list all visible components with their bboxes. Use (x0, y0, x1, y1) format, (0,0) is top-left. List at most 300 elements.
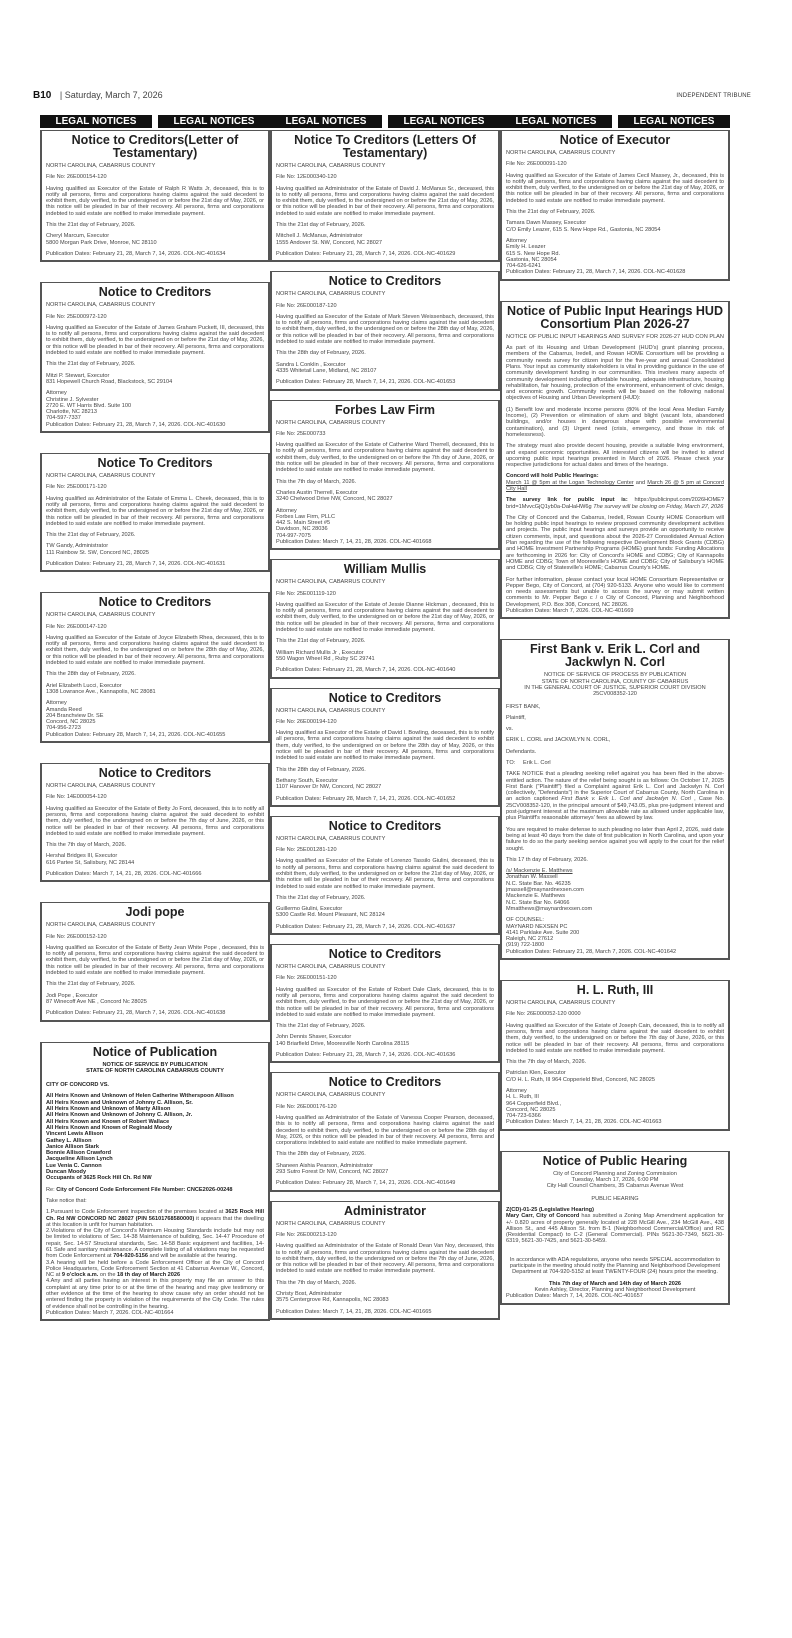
signer-block (46, 543, 264, 556)
spacer (40, 433, 270, 453)
signer-line: 550 Wagon Wheel Rd , Ruby SC 29741 (276, 655, 375, 662)
defendant-name: All Heirs Known and Unknown of Johnny C. Allison, Sr. (46, 1099, 193, 1106)
signer-line: 3575 Centergrove Rd, Kannapolis, NC 28083 (276, 1297, 389, 1304)
attorney-line: 704-723-6366 (506, 1113, 541, 1120)
legal-notices-label: LEGAL NOTICES (388, 115, 500, 128)
notice-title: Notice to Creditors (98, 766, 212, 781)
addressee: TO: Erik L. Corl (506, 760, 551, 766)
signer-block (276, 362, 494, 375)
estate-notice (270, 944, 500, 1063)
ada-statement: In accordance with ADA regulations, anyone who needs SPECIAL accommodation to participate in the meeting should notify the Planning and Neighborhood Development Department at 704-920-5152 at least TWENTY-FOUR (24) hours prior the meeting. (509, 1256, 721, 1276)
spacer (270, 1192, 500, 1201)
county-line: NORTH CAROLINA, CABARRUS COUNTY (276, 419, 386, 426)
signer-line: William Richard Mullis Jr , Executor (276, 649, 364, 656)
dated-line: This the 7th day of March, 2026. (46, 842, 127, 849)
defendant-name: All Heirs Known and Known of Robert Wallace (46, 1118, 170, 1125)
signer-block (276, 490, 494, 503)
attorney-block (506, 238, 724, 269)
signer-line: 1107 Hanover Dr NW, Concord, NC 28027 (276, 784, 382, 791)
notice-body: Having qualified as Executor of the Estate of James Graham Puckett, III, deceased, this is to notify all persons, firms and corporations having claims against the said decedent to exhibit them, duly verified, to the undersigned on or before the 21st day of May, 2026, or this notice will be pleaded in bar of their recovery. All persons, firms and corporations indebted to said estate are notified to make immediate payment. (46, 324, 264, 357)
legal-notices-label: LEGAL NOTICES (40, 115, 152, 128)
file-number: File No: 25E000972-120 (46, 313, 107, 320)
hud-hearings-notice (500, 301, 730, 620)
legal-notices-label: LEGAL NOTICES (270, 115, 382, 128)
publication-name: INDEPENDENT TRIBUNE (676, 93, 751, 99)
estate-notice (270, 688, 500, 807)
attorney-line: Attorney (46, 700, 67, 707)
section-banner (500, 115, 730, 128)
signer-line: 831 Hopewell Church Road, Blackstock, SC 29104 (46, 378, 173, 385)
county-line: NORTH CAROLINA, CABARRUS COUNTY (46, 163, 156, 169)
subtitle-line: City of Concord Planning and Zoning Commission (553, 1170, 677, 1177)
signer-block (46, 373, 264, 386)
notice-title: H. L. Ruth, III (576, 983, 654, 998)
county-line: NORTH CAROLINA, CABARRUS COUNTY (276, 707, 386, 714)
county-line: NORTH CAROLINA, CABARRUS COUNTY (276, 1220, 386, 1227)
column-2 (270, 115, 500, 1329)
file-number: File No: 26E000176-120 (276, 1103, 337, 1110)
signer-block (506, 220, 724, 233)
paragraph: The strategy must also provide decent housing, provide a suitable living environment, and expand economic opportunities. All interested citizens will be invited to attend upcoming public input hearings presented in March of 2026. Please check your respective jurisdictions for actual dates and times of the hearings. (506, 443, 724, 469)
publication-dates: Publication Dates: February 21, 28, March 7, 14, 2026. COL-NC-401630 (46, 421, 226, 428)
signer-line: Christy Bost, Administrator (276, 1290, 342, 1297)
notice-title: Notice to Creditors (328, 274, 442, 289)
notice-title: William Mullis (343, 562, 427, 577)
file-number: File No: 26E000194-120 (276, 718, 337, 725)
subtitle-line: 25CV008352-120 (593, 691, 637, 698)
signer-line: 4335 Whitetail Lane, Midland, NC 28107 (276, 367, 377, 374)
defendant-name: Gathey L. Allison (46, 1137, 92, 1144)
public-hearing-notice (500, 1151, 730, 1305)
estate-notice (270, 130, 500, 262)
attorney-block (276, 508, 494, 539)
notice-title: Notice to Creditors (328, 690, 442, 705)
attorney-line: Attorney (276, 507, 297, 514)
notice-body: Having qualified as Administrator of the Estate of David J. McManus Sr., deceased, this is to notify all persons, firms and corporations having claims against the said decedent to exhibit them, duly verified, to the undersigned on or before the 21st day of May, 2026, or this notice will be pleaded in bar of their recovery. All persons, firms and corporations indebted to said estate are notified to make immediate payment. (276, 185, 494, 217)
notice-title: Notice To Creditors (97, 456, 213, 471)
attorney-line: Concord, NC 28025 (46, 719, 96, 726)
spacer (40, 572, 270, 592)
attorney-line: Charlotte, NC 28213 (46, 409, 97, 416)
file-number: File No: 14E000054-120 (46, 794, 107, 801)
attorney-line: Christine J. Sylvester (46, 396, 99, 403)
spacer (270, 679, 500, 688)
signer-line: Hershal Bridges III, Executor (46, 853, 118, 860)
notice-title: Notice to Creditors (328, 947, 442, 962)
attorney-block (46, 700, 264, 731)
defendants-list (46, 1093, 264, 1181)
attorney-line: 442 S. Main Street #5 (276, 520, 331, 527)
attorney-block (46, 390, 264, 421)
dated-line: This the 21st day of February, 2026. (46, 532, 136, 539)
signer-line: C/O Emily Leazer, 615 S. New Hope Rd., Gastonia, NC 28054 (506, 226, 661, 233)
defendant-name: All Heirs Known and Known of Reginald Moody (46, 1124, 173, 1131)
notice-subtitle (506, 672, 724, 697)
signer-line: Tamara Dawn Massey, Executor (506, 220, 587, 227)
issue-date: | Saturday, March 7, 2026 (59, 90, 163, 100)
signer-block (276, 233, 494, 246)
attorney-line: Attorney (506, 1087, 527, 1094)
signer-line: 87 Winecoff Ave NE , Concord Nc 28025 (46, 998, 147, 1005)
counsel-line: MAYNARD NEXSEN PC (506, 923, 568, 930)
attorney-line: N.C. State Bar No. 64066 (506, 899, 570, 906)
attorney-line: Attorney (46, 390, 67, 397)
signer-block (506, 1070, 724, 1083)
notice-title: Notice of Public Input Hearings HUD Consortium Plan 2026-27 (507, 303, 723, 331)
dated-line: This the 21st day of February, 2026. (276, 1023, 366, 1030)
paragraph: (1) Benefit low and moderate income persons (80% of the local Area Median Family Income), (2) Prevention or elimination of slum and blight (vacant lots, abandoned buildings, and/or houses in dangerous shape with possible environmental contamination), and (3) Urgent need (crisis, emergency, and those in risk of homelessness). (506, 406, 724, 438)
column-3 (500, 115, 730, 1305)
subtitle-line: Tuesday, March 17, 2026, 6:00 PM (571, 1177, 659, 1184)
spacer (270, 807, 500, 816)
publication-dates: Publication Dates: February 21, 28, March 7, 14, 2026. COL-NC-401636 (276, 1052, 456, 1059)
dated-line: This the 21st day of February, 2026. (276, 638, 366, 645)
spacer (40, 1022, 270, 1042)
defendant-name: Occupants of 3625 Rock Hill Ch. Rd NW (46, 1175, 152, 1182)
paragraph: TAKE NOTICE that a pleading seeking relief against you has been filed in the above-entitled action. The nature of the relief being sought is as follows: On October 17, 2025 First Bank ("Plaintiff") filed a Complaint against Erik L. Corl and Jackwlyn N. Corl (collectively, "Defendants") in the Superior Court of Cabarrus County, North Carolina in an action captioned First Bank v. Erik L. Corl and Jackwlyn N. Corl , Case No. 25CV008352-120, in the principal amount of $49,743.05, plus pre-judgment interest and post-judgment interest at the maximum allowable rate as allowed under applicable law, plus Plaintiff's reasonable attorneys' fees as allowed by law. (506, 771, 724, 822)
notice-body: Having qualified as Executor of the Estate of James Cecil Massey, Jr., deceased, this is to notify all persons, firms and corporations having claims against the said decedent to exhibit them, duly verified, to the undersigned on or before the 21st day of May, 2026, or this notice will be pleaded in bar of their recovery. All persons, firms and corporations indebted to said estate are notified to make immediate payment. (506, 172, 724, 204)
defendant-name: All Heirs Known and Unknown of Johnny C. Allison, Jr. (46, 1112, 193, 1119)
signer-line: Cheryl Marcum, Executor (46, 233, 110, 240)
county-line: NORTH CAROLINA, CABARRUS COUNTY (46, 612, 156, 619)
notice-body: Having qualified as Executor of the Estate of Robert Dale Clark, deceased, this is to notify all persons, firms and corporations having claims against the said decedent to exhibit them, duly verified, to the undersigned on or before the 21st day of May, 2026, or this notice will be pleaded in bar of their recovery. All persons, firms and corporations indebted to said estate are notified to make immediate payment. (276, 986, 494, 1018)
county-line: NORTH CAROLINA, CABARRUS COUNTY (276, 1092, 386, 1099)
estate-notice (40, 592, 270, 743)
dated-line: This the 21st day of February, 2026. (276, 894, 366, 901)
notice-title: Notice to Creditors (328, 818, 442, 833)
file-number: File No: 26E000151-120 (276, 975, 337, 982)
subtitle-line: IN THE GENERAL COURT OF JUSTICE, SUPERIOR COURT DIVISION (524, 684, 706, 691)
dated-line: This the 21st day of February, 2026. (46, 981, 136, 988)
notice-subtitle (506, 1171, 724, 1190)
survey-link[interactable]: https://publicinput.com/2026HOME?brid=1MvvcGjQ1yb0a-DaHaHW6g (506, 497, 724, 510)
publication-dates: Publication Dates: February 21, 28, March 7, 14, 2026. COL-NC-401629 (276, 250, 456, 257)
signer-block (276, 1291, 494, 1304)
publication-dates: Publication Dates: February 28, March 7, 14, 21, 2026. COL-NC-401653 (276, 379, 456, 386)
attorney-line: Forbes Law Firm, PLLC (276, 513, 336, 520)
defendant-name: Jacqueline Allison Lynch (46, 1156, 113, 1163)
notice-title: Notice To Creditors (Letters Of Testamentary) (294, 133, 476, 160)
county-line: NORTH CAROLINA, CABARRUS COUNTY (506, 1000, 616, 1007)
notice-body: Having qualified as Executor of the Estate of David I. Bowling, deceased, this is to notify all persons, firms and corporations having claims against the said decedent to exhibit them, duly verified, to the undersigned on or before the 28th day of May, 2026, or this notice will be pleaded in bar of their recovery. All persons, firms and corporations indebted to said estate are notified to make immediate payment. (276, 730, 494, 762)
dated-line: This the 28th day of February, 2026. (276, 350, 366, 357)
attorney-line: 704-956-2723 (46, 725, 81, 732)
spacer (40, 743, 270, 763)
publication-dates: Publication Dates: March 7, 2026. COL-NC-401669 (506, 608, 634, 615)
signer-block (46, 993, 264, 1006)
publication-dates: Publication Dates: March 7, 14, 21, 28, 2026. COL-NC-401663 (506, 1119, 662, 1126)
signer-line: 293 Sutro Forest Dr NW, Concord, NC 28027 (276, 1169, 389, 1176)
publication-dates: Publication Dates: March 7, 14, 21, 28, 2026. COL-NC-401665 (276, 1308, 432, 1315)
versus: vs. (506, 726, 514, 733)
counsel-line: Raleigh, NC 27612 (506, 936, 554, 943)
notice-title: Jodi pope (125, 905, 185, 920)
notice-subtitle: NOTICE OF SERVICE BY PUBLICATION (102, 1061, 208, 1068)
county-line: NORTH CAROLINA, CABARRUS COUNTY (46, 302, 156, 309)
notice-title: Administrator (344, 1203, 426, 1218)
notice-title: Notice of Executor (559, 133, 671, 147)
estate-notice (40, 902, 270, 1021)
notice-body: Having qualified as Executor of the Estate of Jessie Dianne Hickman , deceased, this is to notify all persons, firms and corporations having claims against the said decedent to exhibit them, duly verified, to the undersigned on or before the 21st day of May, 2026, or this notice will be pleaded in bar of their recovery. All persons, firms and corporations indebted to said estate are notified to make immediate payment. (276, 601, 494, 634)
dated-line: This the 21st day of February, 2026. (46, 222, 136, 229)
case-caption: CITY OF CONCORD VS. (46, 1082, 109, 1089)
counsel-line: OF COUNSEL: (506, 917, 544, 924)
column-1 (40, 115, 270, 1321)
publication-dates: Publication Dates: February 21, 28, March 7, 14, 2026. COL-NC-401637 (276, 923, 456, 930)
subtitle-line: NOTICE OF SERVICE OF PROCESS BY PUBLICATION (543, 672, 687, 679)
paragraph: The City of Concord and the Cabarrus, Iredell, Rowan County HOME Consortium will be holding public input hearings to review proposed community development activities and projects. The public input hearings and surveys provide an opportunity to receive citizen comments, input, and questions about the 2026-27 Consolidated Annual Action Plan regarding the use of the following respective Development Block Grants (CDBG) and HOME Investment Partnership Programs (HOME) grant funds: Funding Allocations are forthcoming in 2026 for: City of Concord's HOME and CDBG; City of Kannapolis HOME and CDBG; Town of Mooresville's HOME and CDBG; City of Salisbury's HOME and CDBG; City of Statesville's HOME; Cabarrus County's HOME. (506, 514, 724, 572)
file-number: File No: 25E001281-120 (276, 847, 337, 854)
notice-body: Having qualified as Executor of the Estate of Catherine Ward Therrell, deceased, this is to notify all persons, firms and corporations having claims against the said decedent to exhibit them, duly verified, to the undersigned on or before the 7th day of June, 2026, or this notice will be pleaded in bar of their recovery. All persons, firms and corporations indebted to said estate are notified to make immediate payment. (276, 442, 494, 474)
attorney-line: 615 S. New Hope Rd. (506, 250, 561, 257)
county-line: NORTH CAROLINA, CABARRUS COUNTY (46, 783, 156, 790)
notice-title: Notice of Public Hearing (542, 1153, 688, 1168)
signer-line: 140 Briarfield Drive, Mooresville North Carolina 28115 (276, 1040, 410, 1047)
publication-dates: Publication Dates: February 28, March 7, 14, 21, 2026. COL-NC-401649 (276, 1180, 456, 1187)
notice-title: Notice to Creditors (328, 1075, 442, 1090)
signer-line: Bethany South, Executor (276, 777, 338, 784)
page-header (33, 90, 759, 104)
section-banner (40, 115, 270, 128)
attorney-line: H. L. Ruth, III (506, 1094, 539, 1101)
signer-line: Mitzi P. Stewart, Executor (46, 372, 110, 379)
file-number: File No: 25E001119-120 (276, 590, 336, 597)
notice-title: Notice to Creditors(Letter of Testamentary) (71, 133, 239, 160)
notice-body: Having qualified as Executor of the Estate of Lorenzo Tassilo Giulini, deceased, this is to notify all persons, firms and corporations having claims against the said decedent to exhibit them, duly verified, to the undersigned on or before the 21st day of May, 2026, or this notice will be pleaded in bar of their recovery. All persons, firms and corporations indebted to said estate are notified to make immediate payment. (276, 858, 494, 890)
attorney-line: 704-597-7337 (46, 415, 81, 422)
page-number: B10 (33, 90, 52, 101)
spacer (40, 882, 270, 902)
paragraph-1: 1.Pursuant to Code Enforcement inspection of the premises located at 3625 Rock Hill Ch. Rd NW CONCORD NC 28027 (PIN 56101768580000) it appears that the dwelling at this location is unfit for human habitation. (46, 1209, 264, 1228)
paragraph: You are required to make defense to such pleading no later than April 2, 2026, said date being at least 40 days from the date of first publication in North Carolina, and upon your failure to do so the party seeking service against you will apply to the court for the relief sought. (506, 826, 724, 852)
estate-notice (270, 1201, 500, 1320)
signer-line: C/O H. L. Ruth, III 964 Copperield Blvd, Concord, NC 28025 (506, 1076, 655, 1083)
estate-notice (270, 1072, 500, 1191)
dated-line: This the 28th day of February, 2026. (276, 1151, 366, 1158)
signer-line: 111 Rainbow St. SW, Concord NC, 28025 (46, 549, 150, 556)
defendant-name: Duncan Moody (46, 1169, 87, 1176)
signer-line: Mitchell J. McManus, Administrator (276, 233, 363, 240)
legal-notices-label: LEGAL NOTICES (618, 115, 730, 128)
defendant-name: All Heirs Known and Unknown of Helen Catherine Witherspoon Allison (46, 1093, 234, 1100)
attorney-line: Jonathan W. Massell (506, 874, 558, 881)
notice-title: First Bank v. Erik L. Corl and Jackwlyn N. Corl (530, 642, 700, 670)
subtitle-line: STATE OF NORTH CAROLINA, COUNTY OF CABARRUS (541, 678, 689, 685)
attorney-line: Gastonia, NC 28054 (506, 256, 557, 263)
publication-dates: Publication Dates: February 21, 28, March 7, 14, 2026. COL-NC-401631 (46, 560, 226, 567)
estate-notice (270, 816, 500, 935)
estate-notice (270, 271, 500, 390)
first-bank-notice (500, 639, 730, 960)
publication-dates: Publication Dates: March 7, 2026. COL-NC-401664 (46, 1309, 174, 1316)
attorney-line: Concord, NC 28025 (506, 1106, 556, 1113)
county-line: NORTH CAROLINA, CABARRUS COUNTY (276, 964, 386, 971)
publication-dates: Publication Dates: February 21, 28, March 7, 14, 2026. COL-NC-401640 (276, 667, 456, 674)
spacer (40, 262, 270, 282)
publication-dates: Publication Dates: March 7, 14, 2026. COL-NC-401657 (506, 1293, 643, 1300)
attorney-line: Mmatthews@maynardnexsen.com (506, 905, 593, 912)
notice-title: Notice to Creditors (98, 285, 212, 300)
county-line: NORTH CAROLINA, CABARRUS COUNTY (46, 473, 156, 480)
counsel-line: 4141 Parklake Ave. Suite 200 (506, 929, 580, 936)
spacer (270, 550, 500, 559)
notice-title: Forbes Law Firm (334, 402, 436, 417)
file-number: File No: 26E000052-120 0000 (506, 1011, 581, 1018)
notice-body: Having qualified as Administrator of the Estate of Ronald Dean Van Noy, deceased, this is to notify all persons, firms and corporations having claims against the said decedent to exhibit them, duly verified, to the undersigned on or before the 7th day of June, 2026, or this notice will be pleaded in bar of their recovery. All persons, firms and corporations indebted to said estate are notified to make immediate payment. (276, 1243, 494, 1275)
attorney-line: 704-997-7075 (276, 532, 311, 539)
dated-line: This the 28th day of February, 2026. (46, 671, 136, 678)
dated-line: This the 28th day of February, 2026. (276, 766, 366, 773)
signer-block (276, 1163, 494, 1176)
publication-dates: Publication Dates: February 28, March 7, 14, 21, 2026. COL-NC-401655 (46, 731, 226, 738)
notice-body: Having qualified as Executor of the Estate of Mark Steven Weissenbach, deceased, this is to notify all persons, firms and corporations having claims against the said decedent to exhibit them, duly verified, to the undersigned on or before the 28th day of May, 2026, or this notice will be pleaded in bar of their recovery. All persons, firms and corporations indebted to said estate are notified to make immediate payment. (276, 313, 494, 346)
defendant-name: Vincent Lewis Allison (46, 1131, 104, 1138)
defendant-name: Lue Venia C. Cannon (46, 1162, 102, 1169)
notice-body: Having qualified as Executor of the Estate of Betty Jo Ford, deceased, this is to notify all persons, firms and corporations having claims against the said decedent to exhibit them, duly verified, to the undersigned on or before the 7th day of June, 2026, or this notice will be pleaded in bar of their recovery. All persons, firms and corporations indebted to said estate are notified to make immediate payment. (46, 805, 264, 837)
legal-notices-label: LEGAL NOTICES (500, 115, 612, 128)
estate-notice (40, 763, 270, 882)
defendants-label: Defendants. (506, 748, 537, 755)
file-number: File No: 26E000154-120 (46, 174, 107, 181)
signer-line: 3240 Chelwood Drive NW, Concord, NC 28027 (276, 496, 393, 503)
file-number: File No: 26E000152-120 (46, 933, 107, 940)
attorney-line: 2720 E. WT Harris Blvd. Suite 100 (46, 402, 132, 409)
notice-body: Having qualified as Executor of the Estate of Joseph Cain, deceased, this is to notify all persons, firms and corporations having claims against the said decedent to exhibit them, duly verified, to the undersigned on or before the 7th day of June, 2026, or this notice will be pleaded in bar of their recovery. All persons, firms and corporations indebted to said estate are notified to make immediate payment. (506, 1022, 724, 1054)
signer: Kevin Ashley, Director, Planning and Neighborhood Development (534, 1286, 696, 1293)
attorney-line: 204 Branchview Dr. SE (46, 712, 104, 719)
signer-line: Patriclan Klen, Executor (506, 1070, 566, 1077)
estate-notice (40, 282, 270, 433)
defendant-name: All Heirs Known and Unknown of Marty Allison (46, 1106, 171, 1113)
publication-dates: Publication Dates: March 7, 14, 21, 28, 2026. COL-NC-401668 (276, 538, 432, 545)
notice-of-publication (40, 1042, 270, 1322)
signer-block (276, 650, 494, 663)
attorney-line: Mackenzie E. Matthews (506, 893, 566, 900)
signature: /s/ Mackenzie E. Matthews (506, 868, 573, 875)
plaintiff: FIRST BANK, (506, 703, 541, 710)
hearing-schedule: Concord will hold Public Hearings: March 11 @ 5pm at the Logan Technology Center and March 26 @ 5 pm at Concord City Hall (506, 473, 724, 492)
paragraph-3: 3.A hearing will be held before a Code Enforcement Officer at the City of Concord Police Headquarters, Code Enforcement Section at 41 Cabarrus Avenue W., Concord, NC at 9 o'clock a.m. on the 18 th day of March 2026 (46, 1259, 264, 1279)
signer-line: John Dennis Shaver, Executor (276, 1034, 352, 1041)
signer-line: 1555 Andover St. NW, Concord, NC 28027 (276, 239, 383, 246)
publication-dates: Publication Dates: February 28, March 7, 14, 21, 2026. COL-NC-401652 (276, 795, 456, 802)
section-banner (270, 115, 500, 128)
notice-title: Notice to Creditors (98, 595, 212, 610)
paragraph: As part of its Housing and Urban Development (HUD's) grant planning process, members of the Cabarrus, Iredell, and Rowan HOME Consortium will be providing a community needs survey for citizen input for the five-year and annual Consolidated Plans. Your input as community stakeholders is vital in providing guidance in the use of community development funding in our communities. This involves many aspects of community development including affordable housing, adequate infrastructure, housing rehabilitation, fair housing, protection of the environment, enhancement of civic design, and economic growth. Community needs will be based on the following national objectives of Housing and Urban Development (HUD): (506, 345, 724, 402)
county-line: NORTH CAROLINA, CABARRUS COUNTY (276, 579, 386, 586)
estate-notice (500, 980, 730, 1131)
paragraph: For further information, please contact your local HOME Consortium Representative or Pepper Bego, City of Concord, at (704) 920-5133. Anyone who would like to comment on needs assessments but unable to access the survey or may submit written comments to Mr. Pepper Bego c / o City of Concord, Planning and Neighborhood Development, P.O. Box 308, Concord, NC 28026. (506, 576, 724, 608)
signer-line: TW Gandy, Administrator (46, 543, 109, 550)
file-number: File No: 26E000091-120 (506, 161, 567, 168)
notice-subtitle: NOTICE OF PUBLIC INPUT HEARINGS AND SURVEY FOR 2026-27 HUD CON PLAN (506, 333, 724, 340)
estate-notice (270, 559, 500, 678)
dated-line: This the 7th day of March, 2026. (506, 1059, 587, 1066)
file-number: File No: 26E000213-120 (276, 1231, 337, 1238)
attorney-line: 964 Copperfield Blvd., (506, 1100, 562, 1107)
signer-line: 1308 Lowrance Ave., Kannapolis, NC 28081 (46, 688, 156, 695)
signer-block (46, 853, 264, 866)
signer-line: Charles Austin Therrell, Executor (276, 489, 358, 496)
signer-line: 5300 Castle Rd. Mount Pleasant, NC 28124 (276, 912, 385, 919)
estate-notice (40, 453, 270, 572)
notice-body: Having qualified as Executor of the Estate of Ralph R Watts Jr, deceased, this is to notify all persons, firms and corporations having claims against the said decedent to exhibit them, duly verified, to the undersigned on or before the 21st day of May, 2026, or this notice will be pleaded in bar of their recovery. All persons, firms and corporations indebted to said estate are notified to make immediate payment. (46, 185, 264, 217)
publication-dates: Publication Dates: February 21, 28, March 7, 14, 2026. COL-NC-401638 (46, 1010, 226, 1017)
survey-info: The survey link for public input is: https://publicinput.com/2026HOME?brid=1MvvcGjQ1yb0a-DaHaHW6g The survey will be closing on Friday, March 27, 2026 (506, 497, 724, 510)
attorney-line: Amanda Reed (46, 706, 82, 713)
notice-subtitle: STATE OF NORTH CAROLINA CABARRUS COUNTY (86, 1067, 224, 1074)
dated-line: This 7th day of March and 14th day of March 2026 (548, 1280, 682, 1287)
attorney-line: N.C. State Bar. No. 46235 (506, 880, 571, 887)
file-number: File No: 26E000187-120 (276, 302, 337, 309)
attorney-line: Emily H. Leazer (506, 244, 546, 251)
signer-block (46, 233, 264, 246)
re-line: Re: City of Concord Code Enforcement File Number: CNCE2026-00248 (46, 1186, 233, 1193)
county-line: NORTH CAROLINA, CABARRUS COUNTY (506, 150, 616, 156)
spacer (270, 262, 500, 271)
county-line: NORTH CAROLINA, CABARRUS COUNTY (276, 835, 386, 842)
publication-dates: Publication Dates: February 21, 28, March 7, 14, 2026. COL-NC-401628 (506, 269, 686, 276)
file-number: File No: 26E000147-120 (46, 623, 107, 630)
attorney-line: Attorney (506, 237, 527, 244)
paragraph-2: 2.Violations of the City of Concord's Minimum Housing Standards include but may not be limited to violations of Sec. 14-38 Maintenance of building, Sec. 14-47 Procedure of repair, Sec. 14-57 Structural standards, Sec. 14-58 Basic equipment and facilities, 14-61 Safe and sanitary maintenance. A complete listing of all violations may be requested from Code Enforcement at 704-920-5156 and will be available at the hearing. (46, 1228, 264, 1260)
publication-dates: Publication Dates: February 21, 28, March 7, 14, 2026. COL-NC-401634 (46, 250, 226, 257)
signer-block (276, 906, 494, 919)
plaintiff-label: Plaintiff, (506, 714, 526, 721)
dated-line: This the 21st day of February, 2026. (46, 361, 136, 368)
dated-line: This the 7th day of March, 2026. (276, 1279, 357, 1286)
notice-body: Having qualified as Executor of the Estate of Betty Jean White Pope , deceased, this is to notify all persons, firms and corporations having claims against the said decedent to exhibit them, duly verified, to the undersigned on or before the 21st day of May, 2026, or this notice will be pleaded in bar of their recovery. All persons, firms and corporations indebted to said estate are notified to make immediate payment. (46, 944, 264, 977)
defendant-name: Bonnie Allison Crawford (46, 1150, 112, 1157)
subtitle-line: City Hall Council Chambers, 35 Cabarrus Avenue West (546, 1183, 684, 1190)
legal-notices-label: LEGAL NOTICES (158, 115, 270, 128)
dated-line: This the 7th day of March, 2026. (276, 478, 357, 485)
file-number: File No: 25E000733 (276, 430, 326, 437)
spacer (270, 935, 500, 944)
signer-line: 5800 Morgan Park Drive, Monroe, NC 28110 (46, 239, 157, 246)
file-number: File No: 25E000171-120 (46, 484, 107, 491)
spacer (270, 391, 500, 400)
estate-notice (40, 130, 270, 262)
dated-line: This the 21st day of February, 2026. (276, 222, 366, 229)
signer-line: Shaneen Aishia Pearson, Administrator (276, 1162, 374, 1169)
spacer (270, 1320, 500, 1329)
signer-block (276, 1034, 494, 1047)
signer-line: Sandra L Conklin , Executor (276, 361, 346, 368)
notice-body: Having qualified as Administrator of the Estate of Vanessa Cooper Pearson, deceased, this is to notify all persons, firms and corporations having claims against the said decedent to exhibit them, duly verified, to the undersigned on or before the 28th day of May, 2026, or this notice will be pleaded in bar of their recovery. All persons, firms and corporations indebted to said estate are notified to make immediate payment. (276, 1114, 494, 1147)
county-line: NORTH CAROLINA, CABARRUS COUNTY (46, 922, 156, 929)
attorney-line: jmassell@maynardnexsen.com (506, 887, 584, 894)
dated-line: This the 21st day of February, 2026. (506, 209, 596, 216)
public-hearing-label: PUBLIC HEARING (591, 1195, 639, 1202)
county-line: NORTH CAROLINA, CABARRUS COUNTY (276, 291, 386, 298)
file-number: File No: 12E000340-120 (276, 174, 337, 181)
paragraph-4: 4.Any and all parties having an interest in this property may file an answer to this complaint at any time prior to or at the time of the hearing and may give testimony or other evidence at the time of the hearing to show cause why an order should not be entered finding the property in violation of the requirements of the City Code. The rules of evidence shall not be controlling in the hearing. (46, 1278, 264, 1310)
county-line: NORTH CAROLINA, CABARRUS COUNTY (276, 163, 386, 169)
signer-line: Ariel Elizabeth Lucci, Executor (46, 682, 122, 689)
notice-body: Having qualified as Administrator of the Estate of Emma L. Cheek, deceased, this is to notify all persons, firms and corporations having claims against the said decedent to exhibit them, duly verified, to the undersigned on or before the 21st day of May, 2026, or this notice will be pleaded in bar of their recovery. All persons, firms and corporations indebted to said estate are notified to make immediate payment. (46, 495, 264, 527)
signer-line: Jodi Pope , Executor (46, 992, 98, 999)
counsel-line: (919) 722-1800 (506, 942, 545, 949)
defendant-name: Janice Allison Stark (46, 1143, 99, 1150)
publication-dates: Publication Dates: February 21, 28, March 7, 2026. COL-NC-401642 (506, 948, 677, 955)
signer-line: Guillermo Giulini, Executor (276, 906, 343, 913)
dated-line: This 17 th day of February, 2026. (506, 856, 588, 863)
attorney-line: 704-626-6241 (506, 263, 541, 270)
signer-block (276, 778, 494, 791)
defendants: ERIK L. CORL and JACKWLYN N. CORL, (506, 737, 611, 744)
take-notice: Take notice that: (46, 1197, 87, 1204)
